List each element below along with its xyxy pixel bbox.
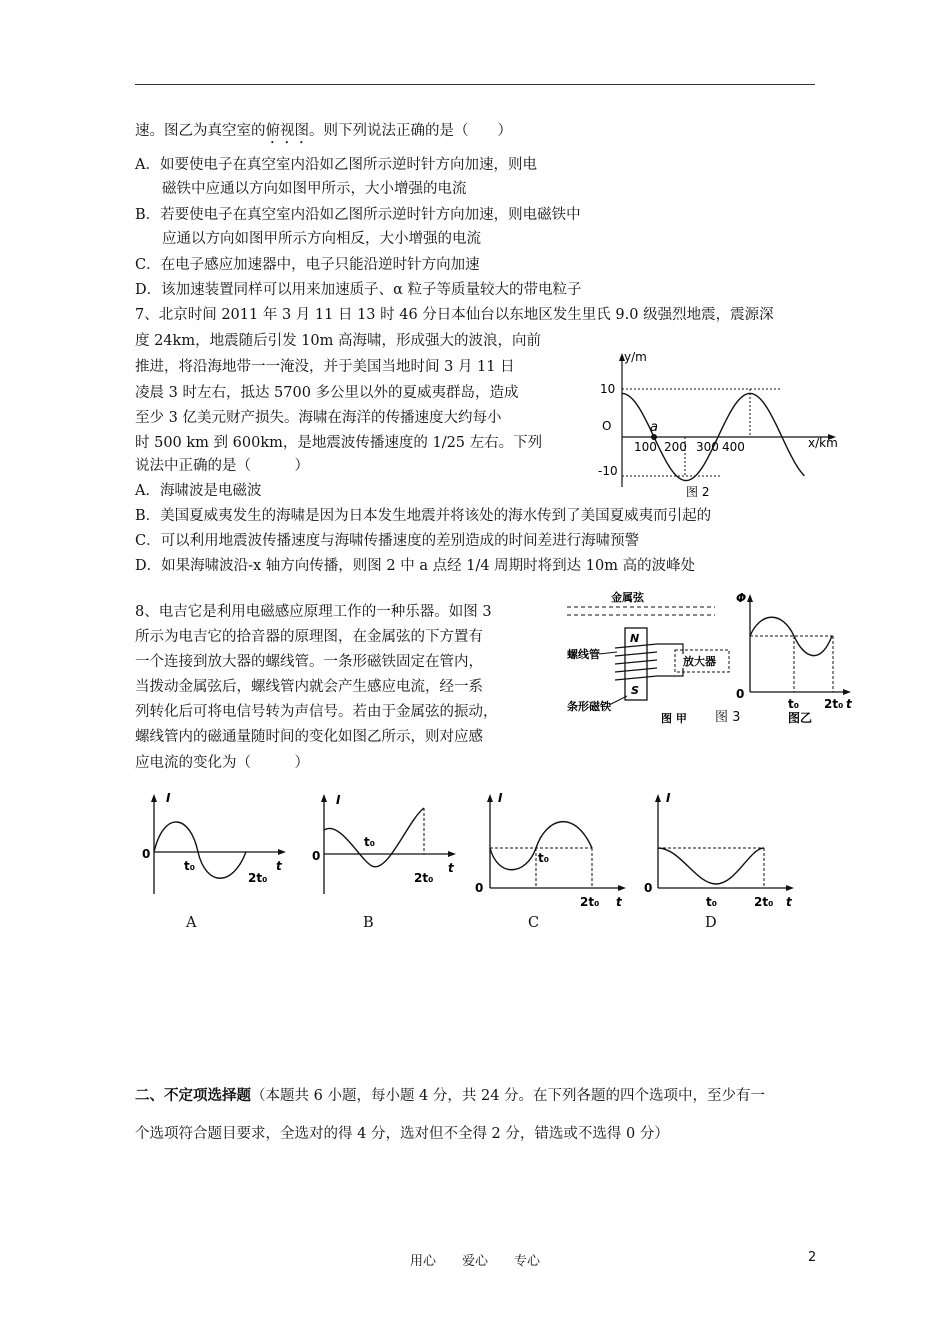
q7-line4: 凌晨 3 时左右，抵达 5700 多公里以外的夏威夷群岛，造成 [135, 385, 519, 401]
section-2-line2: 个选项符合题目要求，全选对的得 4 分，选对但不全得 2 分，错选或不选得 0 分） [135, 1126, 669, 1142]
page-footer: 用心 爱心 专心 [409, 1254, 540, 1269]
opt-a-t: t [276, 859, 282, 873]
opt-d-x-arrow [786, 885, 794, 891]
fig3-coil-label: 螺线管 [567, 648, 600, 661]
option-c-graph [470, 788, 640, 908]
fig3-magnet-label: 条形磁铁 [567, 700, 611, 713]
q8-line5: 列转化后可将电信号转为声信号。若由于金属弦的振动， [135, 704, 498, 720]
fig2-tick-200: 200 [664, 440, 687, 454]
figure-3-pickup-diagram [565, 588, 735, 728]
fig3-south: S [631, 684, 639, 697]
q7-option-d: D．如果海啸波沿-x 轴方向传播，则图 2 中 a 点经 1/4 周期时将到达 10m 高的波峰处 [135, 558, 696, 574]
opt-d-2t0: 2t₀ [754, 895, 774, 908]
q6-option-d: D．该加速装置同样可以用来加速质子、α 粒子等质量较大的带电粒子 [135, 282, 582, 298]
q6-stem-text-2: 。则下列说法正确的是（ ） [309, 123, 512, 139]
fig2-tick-100: 100 [634, 440, 657, 454]
q6-option-a-line2: 磁铁中应通以方向如图甲所示，大小增强的电流 [162, 181, 467, 197]
opt-d-t: t [786, 895, 792, 908]
option-a-graph [140, 790, 300, 900]
q6-stem-text-1: 速。图乙为真空室的 [135, 123, 266, 139]
q6-stem [135, 121, 512, 147]
q7-line7: 说法中正确的是（ ） [135, 458, 309, 474]
fig2-caption: 图 2 [686, 485, 710, 499]
opt-d-t0: t₀ [706, 895, 717, 908]
fig3b-t: t [846, 697, 852, 711]
q6-option-a-line1: A．如要使电子在真空室内沿如乙图所示逆时针方向加速，则电 [135, 157, 537, 173]
option-d-graph [640, 788, 805, 908]
opt-a-t0: t₀ [184, 859, 195, 873]
opt-d-curve [658, 848, 764, 884]
opt-d-origin: 0 [644, 881, 653, 895]
section-2-line1 [135, 1086, 765, 1106]
q8-line3: 一个连接到放大器的螺线管。一条形磁铁固定在管内， [135, 654, 483, 670]
section-2-desc1: （本题共 6 小题，每小题 4 分，共 24 分。在下列各题的四个选项中，至少有一 [251, 1088, 766, 1104]
q6-stem-emphasis: 俯视图 [265, 123, 309, 139]
opt-a-y-arrow [151, 794, 157, 802]
fig2-xlabel: x/km [808, 436, 838, 450]
option-c-label: C [528, 915, 540, 931]
opt-a-curve [154, 822, 246, 878]
header-rule [135, 84, 815, 85]
opt-b-origin: 0 [312, 849, 321, 863]
opt-b-2t0: 2t₀ [414, 871, 434, 885]
opt-b-t: t [448, 861, 454, 875]
q7-line6: 时 500 km 到 600km，是地震波传播速度的 1/25 左右。下列 [135, 435, 543, 451]
opt-c-origin: 0 [475, 881, 484, 895]
q6-option-b-line1: B．若要使电子在真空室内沿如乙图所示逆时针方向加速，则电磁铁中 [135, 207, 581, 223]
opt-a-2t0: 2t₀ [248, 871, 268, 885]
option-b-graph [310, 790, 470, 900]
figure-3-flux-chart [730, 588, 855, 728]
opt-c-ylabel: I [498, 791, 503, 805]
section-2-title: 二、不定项选择题 [135, 1087, 251, 1104]
q7-line2: 度 24km，地震随后引发 10m 高海啸，形成强大的波浪，向前 [135, 333, 542, 349]
opt-c-t: t [616, 895, 622, 908]
q7-line1: 7、北京时间 2011 年 3 月 11 日 13 时 46 分日本仙台以东地区发生里氏 9.0 级强烈地震，震源深 [135, 307, 774, 323]
opt-b-x-arrow [448, 851, 456, 857]
opt-c-x-arrow [618, 885, 626, 891]
opt-b-ylabel: I [336, 793, 341, 807]
q8-line2: 所示为电吉它的拾音器的原理图，在金属弦的下方置有 [135, 629, 483, 645]
fig3-coil-pointer [599, 652, 617, 654]
q7-option-c: C．可以利用地震波传播速度与海啸传播速度的差别造成的时间差进行海啸预警 [135, 533, 640, 549]
fig3b-2t0: 2t₀ [824, 697, 844, 711]
fig3b-subcaption: 图乙 [788, 711, 813, 725]
fig3-amp-label: 放大器 [683, 655, 716, 668]
opt-d-ylabel: I [666, 791, 671, 805]
option-a-label: A [186, 915, 197, 931]
fig3b-origin: 0 [736, 687, 745, 701]
q7-line3: 推进，将沿海地带一一淹没，并于美国当地时间 3 月 11 日 [135, 359, 515, 375]
q7-option-b: B．美国夏威夷发生的海啸是因为日本发生地震并将该处的海水传到了美国夏威夷而引起的 [135, 508, 712, 524]
opt-b-t0: t₀ [364, 835, 375, 849]
fig3b-t0: t₀ [788, 697, 799, 711]
fig3b-x-arrow [843, 689, 851, 695]
q8-line1: 8、电吉它是利用电磁感应原理工作的一种乐器。如图 3 [135, 604, 492, 620]
opt-a-x-arrow [278, 849, 286, 855]
q6-option-c: C．在电子感应加速器中，电子只能沿逆时针方向加速 [135, 257, 480, 273]
fig3-lead-top [657, 644, 683, 654]
fig3-north: N [630, 632, 640, 645]
figure-2-wave-chart [590, 345, 850, 505]
fig2-y-bot: -10 [598, 464, 618, 478]
q8-line4: 当拨动金属弦后，螺线管内就会产生感应电流，经一系 [135, 679, 483, 695]
fig2-ylabel: y/m [624, 350, 647, 364]
opt-a-ylabel: I [166, 791, 171, 805]
fig3-subcaption-a: 图 甲 [661, 712, 687, 725]
fig2-point-a-label: a [650, 420, 658, 435]
opt-c-t0: t₀ [538, 851, 549, 865]
q8-line7: 应电流的变化为（ ） [135, 755, 309, 771]
fig3-magnet-pointer [609, 696, 627, 705]
fig2-tick-400: 400 [722, 440, 745, 454]
q6-option-b-line2: 应通以方向如图甲所示方向相反，大小增强的电流 [162, 231, 481, 247]
opt-c-2t0: 2t₀ [580, 895, 600, 908]
q7-line5: 至少 3 亿美元财产损失。海啸在海洋的传播速度大约每小 [135, 410, 502, 426]
fig3-caption: 图 3 [715, 710, 741, 725]
fig3b-phi: Φ [736, 591, 747, 605]
fig3b-y-arrow [747, 594, 753, 602]
option-b-label: B [363, 915, 374, 931]
opt-d-y-arrow [655, 794, 661, 802]
fig3-coil [615, 644, 657, 680]
option-d-label: D [705, 915, 717, 931]
q7-option-a: A．海啸波是电磁波 [135, 483, 262, 499]
q8-line6: 螺线管内的磁通量随时间的变化如图乙所示，则对应感 [135, 729, 483, 745]
opt-a-origin: 0 [142, 847, 151, 861]
fig2-origin: O [602, 419, 612, 433]
opt-c-y-arrow [487, 794, 493, 802]
fig3-wire-label: 金属弦 [611, 591, 644, 604]
page-number: 2 [808, 1250, 817, 1265]
fig2-tick-300: 300 [696, 440, 719, 454]
fig2-y-top: 10 [600, 382, 616, 396]
opt-b-y-arrow [321, 794, 327, 802]
